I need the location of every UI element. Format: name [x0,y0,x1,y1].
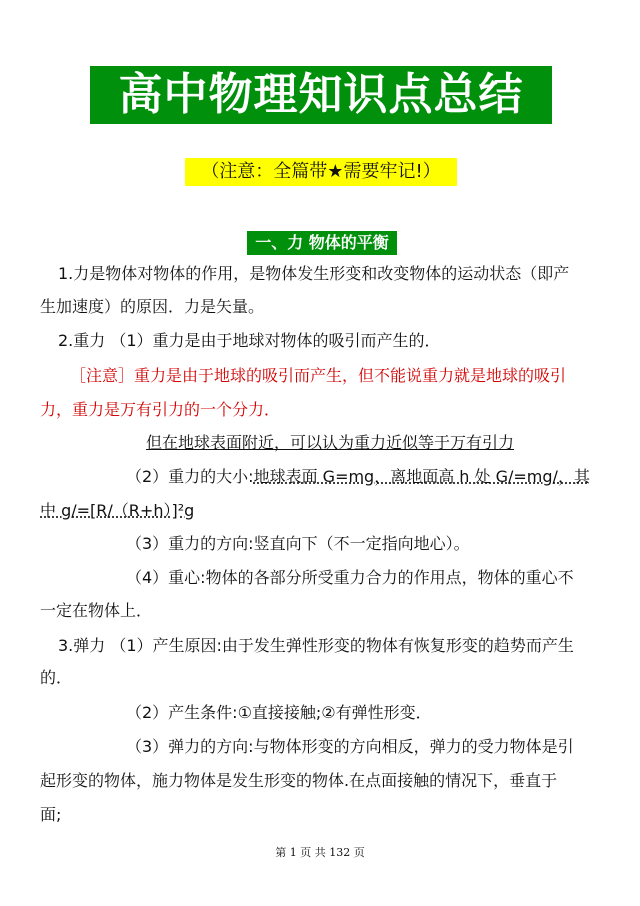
paragraph-line: 起形变的物体，施力物体是发生形变的物体.在点面接触的情况下，垂直于 [40,771,558,790]
paragraph-line: 3.弹力 （1）产生原因:由于发生弹性形变的物体有恢复形变的趋势而产生 [58,636,574,655]
paragraph-line [126,467,590,487]
paragraph-line: 生加速度）的原因．力是矢量。 [40,297,265,316]
gravity-formula: 地球表面 G=mg，离地面高 h 处 G/=mg/，其 [253,467,590,486]
paragraph-line: 2.重力 （1）重力是由于地球对物体的吸引而产生的． [58,331,441,350]
page-title: 高中物理知识点总结 [90,66,552,124]
paragraph-line: 面; [40,805,62,824]
paragraph-line: 的． [40,668,73,687]
paragraph-line: 1.力是物体对物体的作用，是物体发生形变和改变物体的运动状态（即产 [58,264,570,283]
note-line: 力，重力是万有引力的一个分力． [40,400,281,419]
paragraph-line: （4）重心:物体的各部分所受重力合力的作用点，物体的重心不 [126,568,574,587]
note-line: ［注意］重力是由于地球的吸引而产生，但不能说重力就是地球的吸引 [70,366,567,385]
gravity-formula-cont: 中 g/=[R/（R+h）]²g [40,501,195,520]
underlined-line: 但在地球表面附近，可以认为重力近似等于万有引力 [146,433,515,452]
paragraph-line: （3）弹力的方向:与物体形变的方向相反，弹力的受力物体是引 [126,737,574,756]
paragraph-line: 一定在物体上． [40,601,153,620]
paragraph-line: （3）重力的方向:竖直向下（不一定指向地心）。 [126,534,470,553]
gravity-size-label: （2）重力的大小: [126,467,254,486]
paragraph-line: （2）产生条件:①直接接触;②有弹性形变． [126,703,432,722]
section-heading: 一、力 物体的平衡 [247,231,397,255]
page-footer: 第 1 页 共 132 页 [275,846,365,859]
notice-banner: （注意：全篇带★需要牢记!） [185,158,457,186]
